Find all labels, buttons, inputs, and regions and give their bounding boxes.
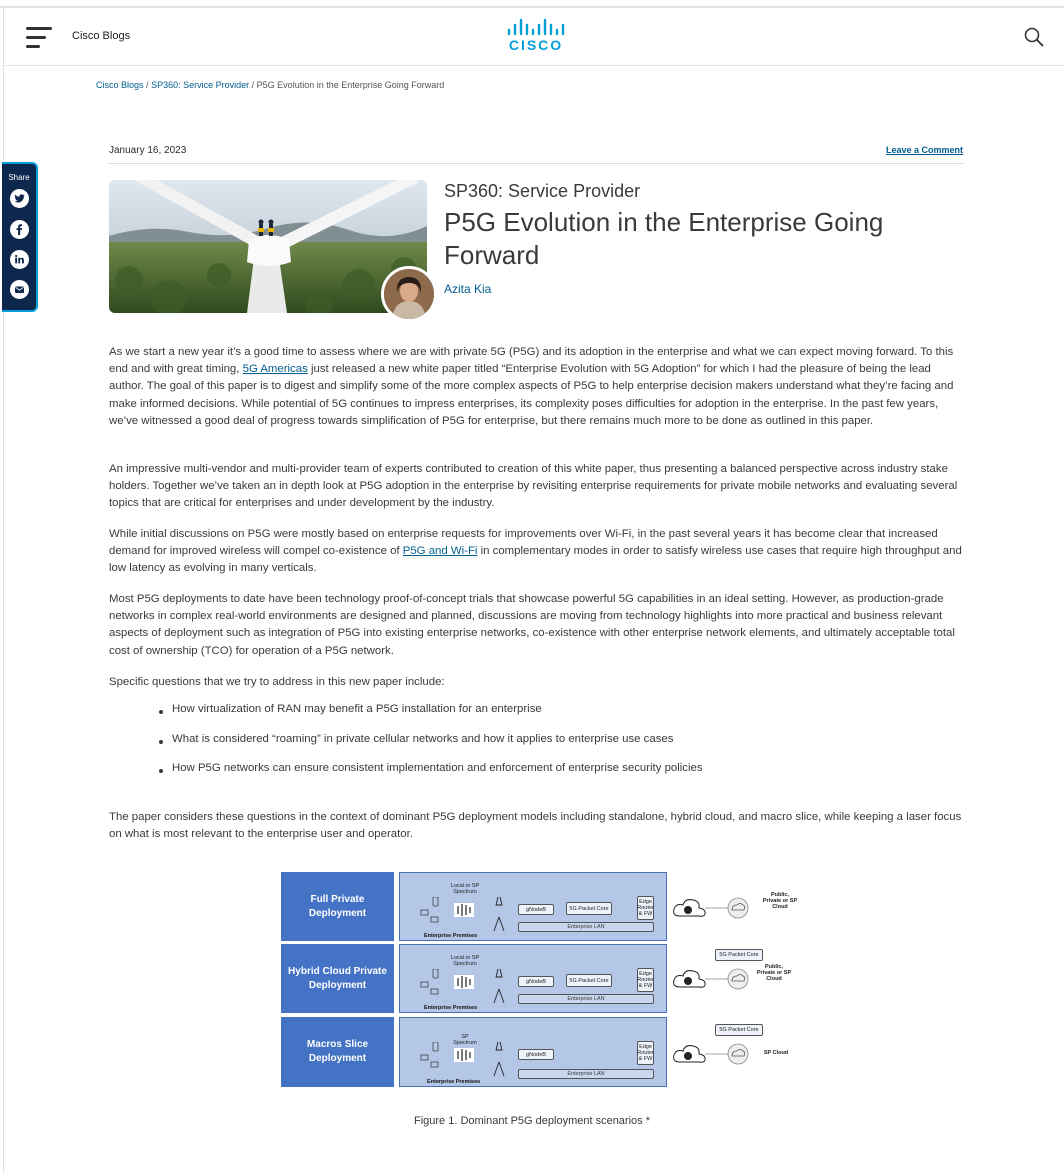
leave-comment-link[interactable]: Leave a Comment <box>885 145 963 155</box>
list-item: How P5G networks can ensure consistent implementation and enforcement of enterprise security policies <box>172 762 703 792</box>
figure-caption: Figure 1. Dominant P5G deployment scenarios * <box>413 1115 650 1127</box>
cisco-bridge-icon <box>500 19 572 37</box>
cloud-icon <box>672 963 752 993</box>
premises-label: Enterprise Premises <box>424 1005 478 1011</box>
row-panel-macro-slice <box>399 1017 667 1087</box>
author-avatar[interactable] <box>381 266 437 322</box>
row-panel-full-private <box>399 872 667 941</box>
packet-core-box: 5G Packet Core <box>566 974 612 987</box>
spectrum-label: Local or SP Spectrum <box>450 883 480 895</box>
link-p5g-wifi[interactable]: P5G and Wi-Fi <box>402 545 478 558</box>
gnodeb-box: gNodeB <box>518 904 554 915</box>
link-5g-americas[interactable]: 5G Americas <box>242 363 308 376</box>
cloud-packet-core-box: 5G Packet Core <box>715 1024 763 1036</box>
list-item: How virtualization of RAN may benefit a P5G installation for an enterprise <box>172 703 703 733</box>
site-brand-link[interactable]: Cisco Blogs <box>72 30 131 42</box>
lan-bar: Enterprise LAN <box>518 922 654 932</box>
paragraph-text: As we start a new year it’s a good time to assess where we are with private 5G (P5G) and its adoption in the enterprise and what we can expect moving forward. To this end and with great timing, <box>109 346 954 376</box>
spectrum-label: Local or SP Spectrum <box>450 955 480 967</box>
row-label-full-private: Full Private Deployment <box>281 872 394 941</box>
row-label-hybrid-cloud: Hybrid Cloud Private Deployment <box>281 944 394 1013</box>
row-label-macro-slice: Macros Slice Deployment <box>281 1017 394 1087</box>
email-icon[interactable] <box>10 280 29 299</box>
cloud-packet-core-box: 5G Packet Core <box>715 949 763 961</box>
paragraph-1 <box>109 344 963 430</box>
share-bar <box>2 162 38 312</box>
site-header <box>4 8 1064 66</box>
breadcrumb-link-sp360[interactable]: SP360: Service Provider <box>151 80 250 90</box>
questions-list <box>172 703 703 792</box>
devices-and-radio-icon <box>418 969 508 1005</box>
paragraph-3 <box>109 526 963 578</box>
deployment-figure <box>280 868 800 1094</box>
breadcrumb-current: P5G Evolution in the Enterprise Going Forward <box>256 80 445 90</box>
lan-bar: Enterprise LAN <box>518 1069 654 1079</box>
cloud-icon <box>672 892 752 922</box>
search-icon[interactable] <box>1024 27 1044 47</box>
breadcrumb-separator: / <box>251 80 255 90</box>
cloud-label: Public, Private or SP Cloud <box>762 892 798 910</box>
row-panel-hybrid-cloud <box>399 944 667 1013</box>
breadcrumb <box>96 80 444 90</box>
paragraph-6: The paper considers these questions in the context of dominant P5G deployment models including standalone, hybrid cloud, and macro slice, while keeping a laser focus on what is most relevant to the enterprise user and operator. <box>109 811 962 841</box>
devices-and-radio-icon <box>418 1042 508 1078</box>
lan-bar: Enterprise LAN <box>518 994 654 1004</box>
article-title: P5G Evolution in the Enterprise Going Forward <box>444 207 884 270</box>
paragraph-text: While initial discussions on P5G were mostly based on enterprise requests for improvements over Wi-Fi, in the past several years it has become clear that increased demand for improved wireless will compel co-existence of <box>109 528 938 558</box>
premises-label: Enterprise Premises <box>424 933 478 939</box>
article-category[interactable]: SP360: Service Provider <box>444 181 641 201</box>
edge-router-box: Edge Router & FW <box>637 896 654 920</box>
hero-image <box>109 180 427 313</box>
edge-router-box: Edge Router & FW <box>637 968 654 992</box>
paragraph-5: Specific questions that we try to address in this new paper include: <box>109 676 445 688</box>
breadcrumb-link-cisco-blogs[interactable]: Cisco Blogs <box>96 80 144 90</box>
cisco-logo[interactable] <box>500 19 572 57</box>
gnodeb-box: gNodeB <box>518 976 554 987</box>
breadcrumb-separator: / <box>146 80 149 90</box>
cloud-label: SP Cloud <box>763 1050 789 1056</box>
cisco-logo-text: CISCO <box>508 37 564 53</box>
edge-router-box: Edge Router & FW <box>637 1041 654 1065</box>
menu-icon[interactable] <box>26 26 52 50</box>
publish-date: January 16, 2023 <box>109 145 187 156</box>
linkedin-icon[interactable] <box>10 250 29 269</box>
paragraph-text: in complementary modes in order to satisfy wireless use cases that require high throughput and low latency as evolving in many verticals. <box>109 545 962 575</box>
cloud-icon <box>672 1038 752 1068</box>
premises-label: Enterprise Premises <box>427 1079 481 1085</box>
spectrum-label: SP Spectrum <box>453 1034 477 1046</box>
gnodeb-box: gNodeB <box>518 1049 554 1060</box>
author-link[interactable]: Azita Kia <box>444 282 492 296</box>
facebook-icon[interactable] <box>10 220 29 239</box>
paragraph-text: just released a new white paper titled “Enterprise Evolution with 5G Adoption” for which I had the pleasure of being the lead author. The goal of this paper is to digest and simplify some of the more complex aspects of P5G to help enterprise decision makers understand what they’re facing and make informed decisions. While potential of 5G continues to impress enterprises, its complexity poses difficulties for adoption in the enterprise. In the past few years, we’ve witnessed a good deal of progress towards simplification of P5G for enterprise, but there remains much more to be done as outlined in this paper. <box>109 363 954 427</box>
article-meta-bar <box>109 143 963 164</box>
packet-core-box: 5G Packet Core <box>566 902 612 915</box>
paragraph-2: An impressive multi-vendor and multi-provider team of experts contributed to creation of this white paper, thus presenting a balanced perspective across industry stake holders. Together we’ve taken an in depth look at P5G adoption in the enterprise by revisiting enterprise requirements for private mobile networks and evaluating several topics that are critical for enterprises and under development by the industry. <box>109 463 958 510</box>
cloud-label: Public, Private or SP Cloud <box>756 964 792 982</box>
share-label: Share <box>8 173 30 182</box>
twitter-icon[interactable] <box>10 189 29 208</box>
list-item: What is considered “roaming” in private cellular networks and how it applies to enterprise use cases <box>172 733 703 763</box>
devices-and-radio-icon <box>418 897 508 933</box>
paragraph-4: Most P5G deployments to date have been technology proof-of-concept trials that showcase powerful 5G capabilities in an ideal setting. However, as production-grade networks in complex real-world environments are designed and planned, discussions are moving from technology highlights into more practical and business relevant aspects of deployment such as integration of P5G into existing enterprise networks, co-existence with other enterprise network elements, and ultimately acceptable total cost of ownership (TCO) for operation of a P5G network. <box>109 593 955 657</box>
